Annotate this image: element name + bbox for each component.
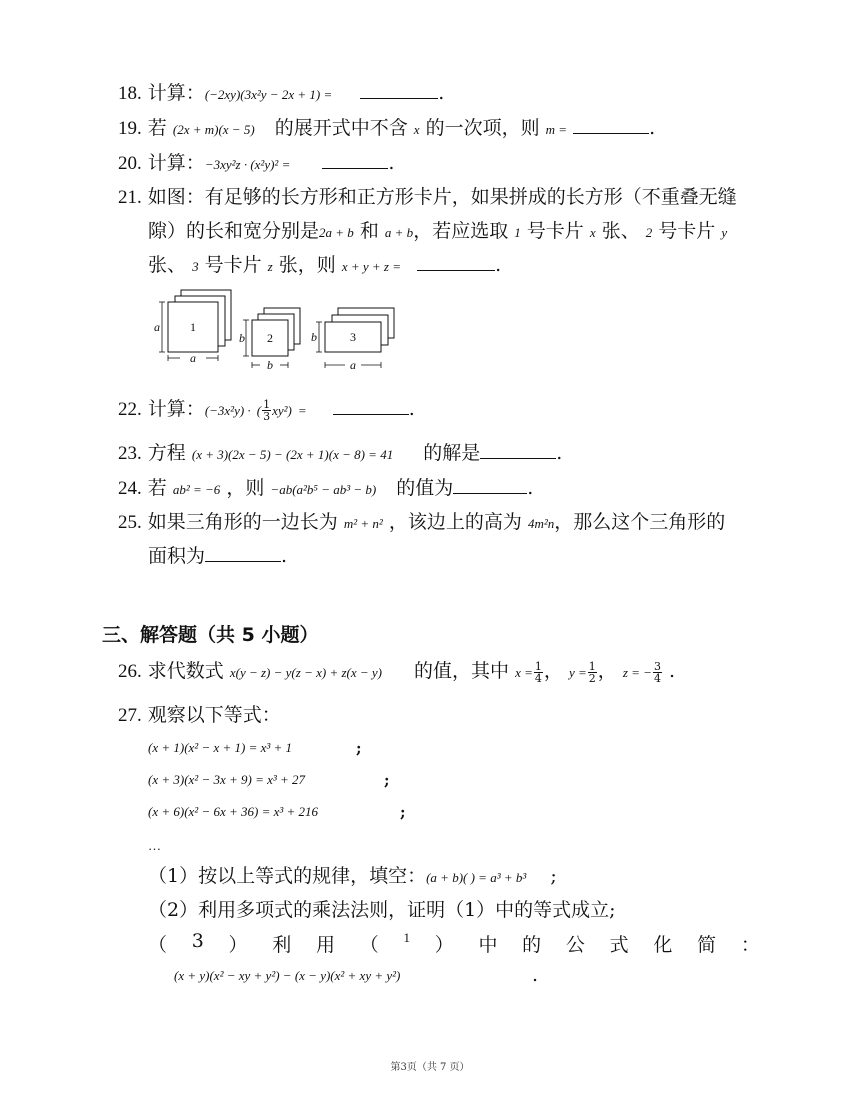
- card-3-bottom-label: a: [350, 358, 356, 372]
- card-1-label: 1: [190, 320, 196, 334]
- question-25-line-1: 25. 如果三角形的一边长为 m² + n² ，该边上的高为 4m²n，那么这个三角形的: [118, 511, 726, 533]
- question-25-line-2: 面积为 .: [148, 545, 288, 567]
- card-figure: [150, 288, 410, 378]
- card-2-bottom-label: b: [267, 358, 273, 372]
- q23-expression: (x + 3)(2x − 5) − (2x + 1)(x − 8) = 41: [191, 447, 394, 462]
- equation-2: (x + 3)(x² − 3x + 9) = x³ + 27: [148, 772, 306, 787]
- question-27-part-3: （ 3 ） 利 用 （ 1 ） 中 的 公 式 化 简 ：: [148, 930, 760, 956]
- answer-blank[interactable]: [322, 150, 388, 169]
- question-18: 18. 计算：(−2xy)(3x²y − 2x + 1) = .: [118, 82, 445, 104]
- question-27-part-1: （1）按以上等式的规律，填空：(a + b)( ) = a³ + b³ ;: [148, 865, 557, 887]
- question-24: 24. 若 ab² = −6 ，则 −ab(a²b⁵ − ab³ − b) 的值为 .: [118, 477, 534, 499]
- question-22: 22. 计算：(−3x²y) · ( $\frac{1}{3}$ xy²) = .: [118, 397, 415, 423]
- section-heading: 三、解答题（共 5 小题）: [102, 624, 319, 646]
- q20-expression: −3xy²z · (x²y)² =: [204, 157, 291, 172]
- question-19: 19. 若 (2x + m)(x − 5) 的展开式中不含 x 的一次项，则 m = .: [118, 117, 656, 139]
- q19-expression: (2x + m)(x − 5): [172, 122, 255, 137]
- answer-blank[interactable]: [480, 440, 556, 459]
- question-27-part-2: （2）利用多项式的乘法法则，证明（1）中的等式成立;: [148, 899, 616, 921]
- answer-blank[interactable]: [453, 475, 527, 494]
- q18-expression: (−2xy)(3x²y − 2x + 1) =: [204, 87, 333, 102]
- answer-blank[interactable]: [360, 80, 438, 99]
- answer-blank[interactable]: [417, 252, 495, 271]
- question-23: 23. 方程 (x + 3)(2x − 5) − (2x + 1)(x − 8) = 41 的解是 .: [118, 442, 563, 464]
- card-3-side-label: b: [311, 330, 317, 344]
- equation-3: (x + 6)(x² − 6x + 36) = x³ + 216: [148, 804, 319, 819]
- question-21-line-3: 张、 3 号卡片 z 张，则 x + y + z = .: [148, 254, 502, 276]
- card-1-bottom-label: a: [190, 351, 196, 365]
- part-3-expression: (x + y)(x² − xy + y²) − (x − y)(x² + xy + y²): [174, 968, 401, 983]
- page-footer: 第3页（共 7 页）: [390, 1062, 470, 1073]
- card-2-side-label: b: [239, 331, 245, 345]
- document-page: 18. 计算：(−2xy)(3x²y − 2x + 1) = . 19. 若 (2x + m)(x − 5) 的展开式中不含 x 的一次项，则 m = . 20. 计算：−3xy²z · (x²y)² = . 21. 如图：有足够的长方形和正方形卡片，如果拼成的长方形（不重叠无缝 隙）的长和宽分别是2a + b 和 a + b，若应选取 1 号卡片 x 张、 2 号卡片 y 张、 3 号卡片 z 张，则 x + y + z = . 1 a a 2 b b 3 b a 22. 计算：(−3x²y) · ( $\frac{1}{3}$ xy²) = . 23. 方程 (x + 3)(2x − 5) − (2x + 1)(x − 8) = 41 的解是 . 24. 若 ab² = −6 ，则 −ab(a²b⁵ − ab³ − b) 的值为 . 25. 如果三角形的一边长为 m² + n² ，该边上的高为 4m²n，那么这个三角形的 面积为 . 三、解答题（共 5 小题） 26. 求代数式 x(y − z) − y(z − x) + z(x − y) 的值，其中 x = $\frac{1}{4}$ ， y = $\frac{1}{2}$ ， z = − $\frac{3}{4}$ . 27. 观察以下等式： (x + 1)(x² − x + 1) = x³ + 1 ; (x + 3)(x² − 3x + 9) = x³ + 27 ; (x + 6)(x² − 6x + 36) = x³ + 216 ; … （1）按以上等式的规律，填空：(a + b)( ) = a³ + b³ ; （2）利用多项式的乘法法则，证明（1）中的等式成立; （ 3 ） 利 用 （ 1 ） 中 的 公 式 化 简 ： (x + y)(x² − xy + y²) − (x − y)(x² + xy + y²) . 第3页（共 7 页）: [0, 0, 860, 1113]
- q26-expression: x(y − z) − y(z − x) + z(x − y): [229, 665, 382, 680]
- question-27: 27. 观察以下等式：: [118, 704, 281, 726]
- card-3-label: 3: [350, 330, 356, 344]
- equation-1: (x + 1)(x² − x + 1) = x³ + 1: [148, 740, 293, 755]
- card-2-label: 2: [267, 331, 273, 345]
- question-21-line-1: 21. 如图：有足够的长方形和正方形卡片，如果拼成的长方形（不重叠无缝: [118, 186, 737, 208]
- fraction: $\frac{1}{3}$: [263, 397, 271, 423]
- answer-blank[interactable]: [573, 115, 649, 134]
- ellipsis: …: [148, 838, 161, 853]
- question-21-line-2: 隙）的长和宽分别是2a + b 和 a + b，若应选取 1 号卡片 x 张、 2 号卡片 y: [148, 220, 728, 242]
- answer-blank[interactable]: [333, 396, 409, 415]
- question-20: 20. 计算：−3xy²z · (x²y)² = .: [118, 152, 395, 174]
- answer-blank[interactable]: [205, 543, 281, 562]
- card-1-side-label: a: [154, 320, 160, 334]
- question-26: 26. 求代数式 x(y − z) − y(z − x) + z(x − y) 的值，其中 x = $\frac{1}{4}$ ， y = $\frac{1}{2}$ ， z = − $\frac{3}{4}$ .: [118, 659, 676, 685]
